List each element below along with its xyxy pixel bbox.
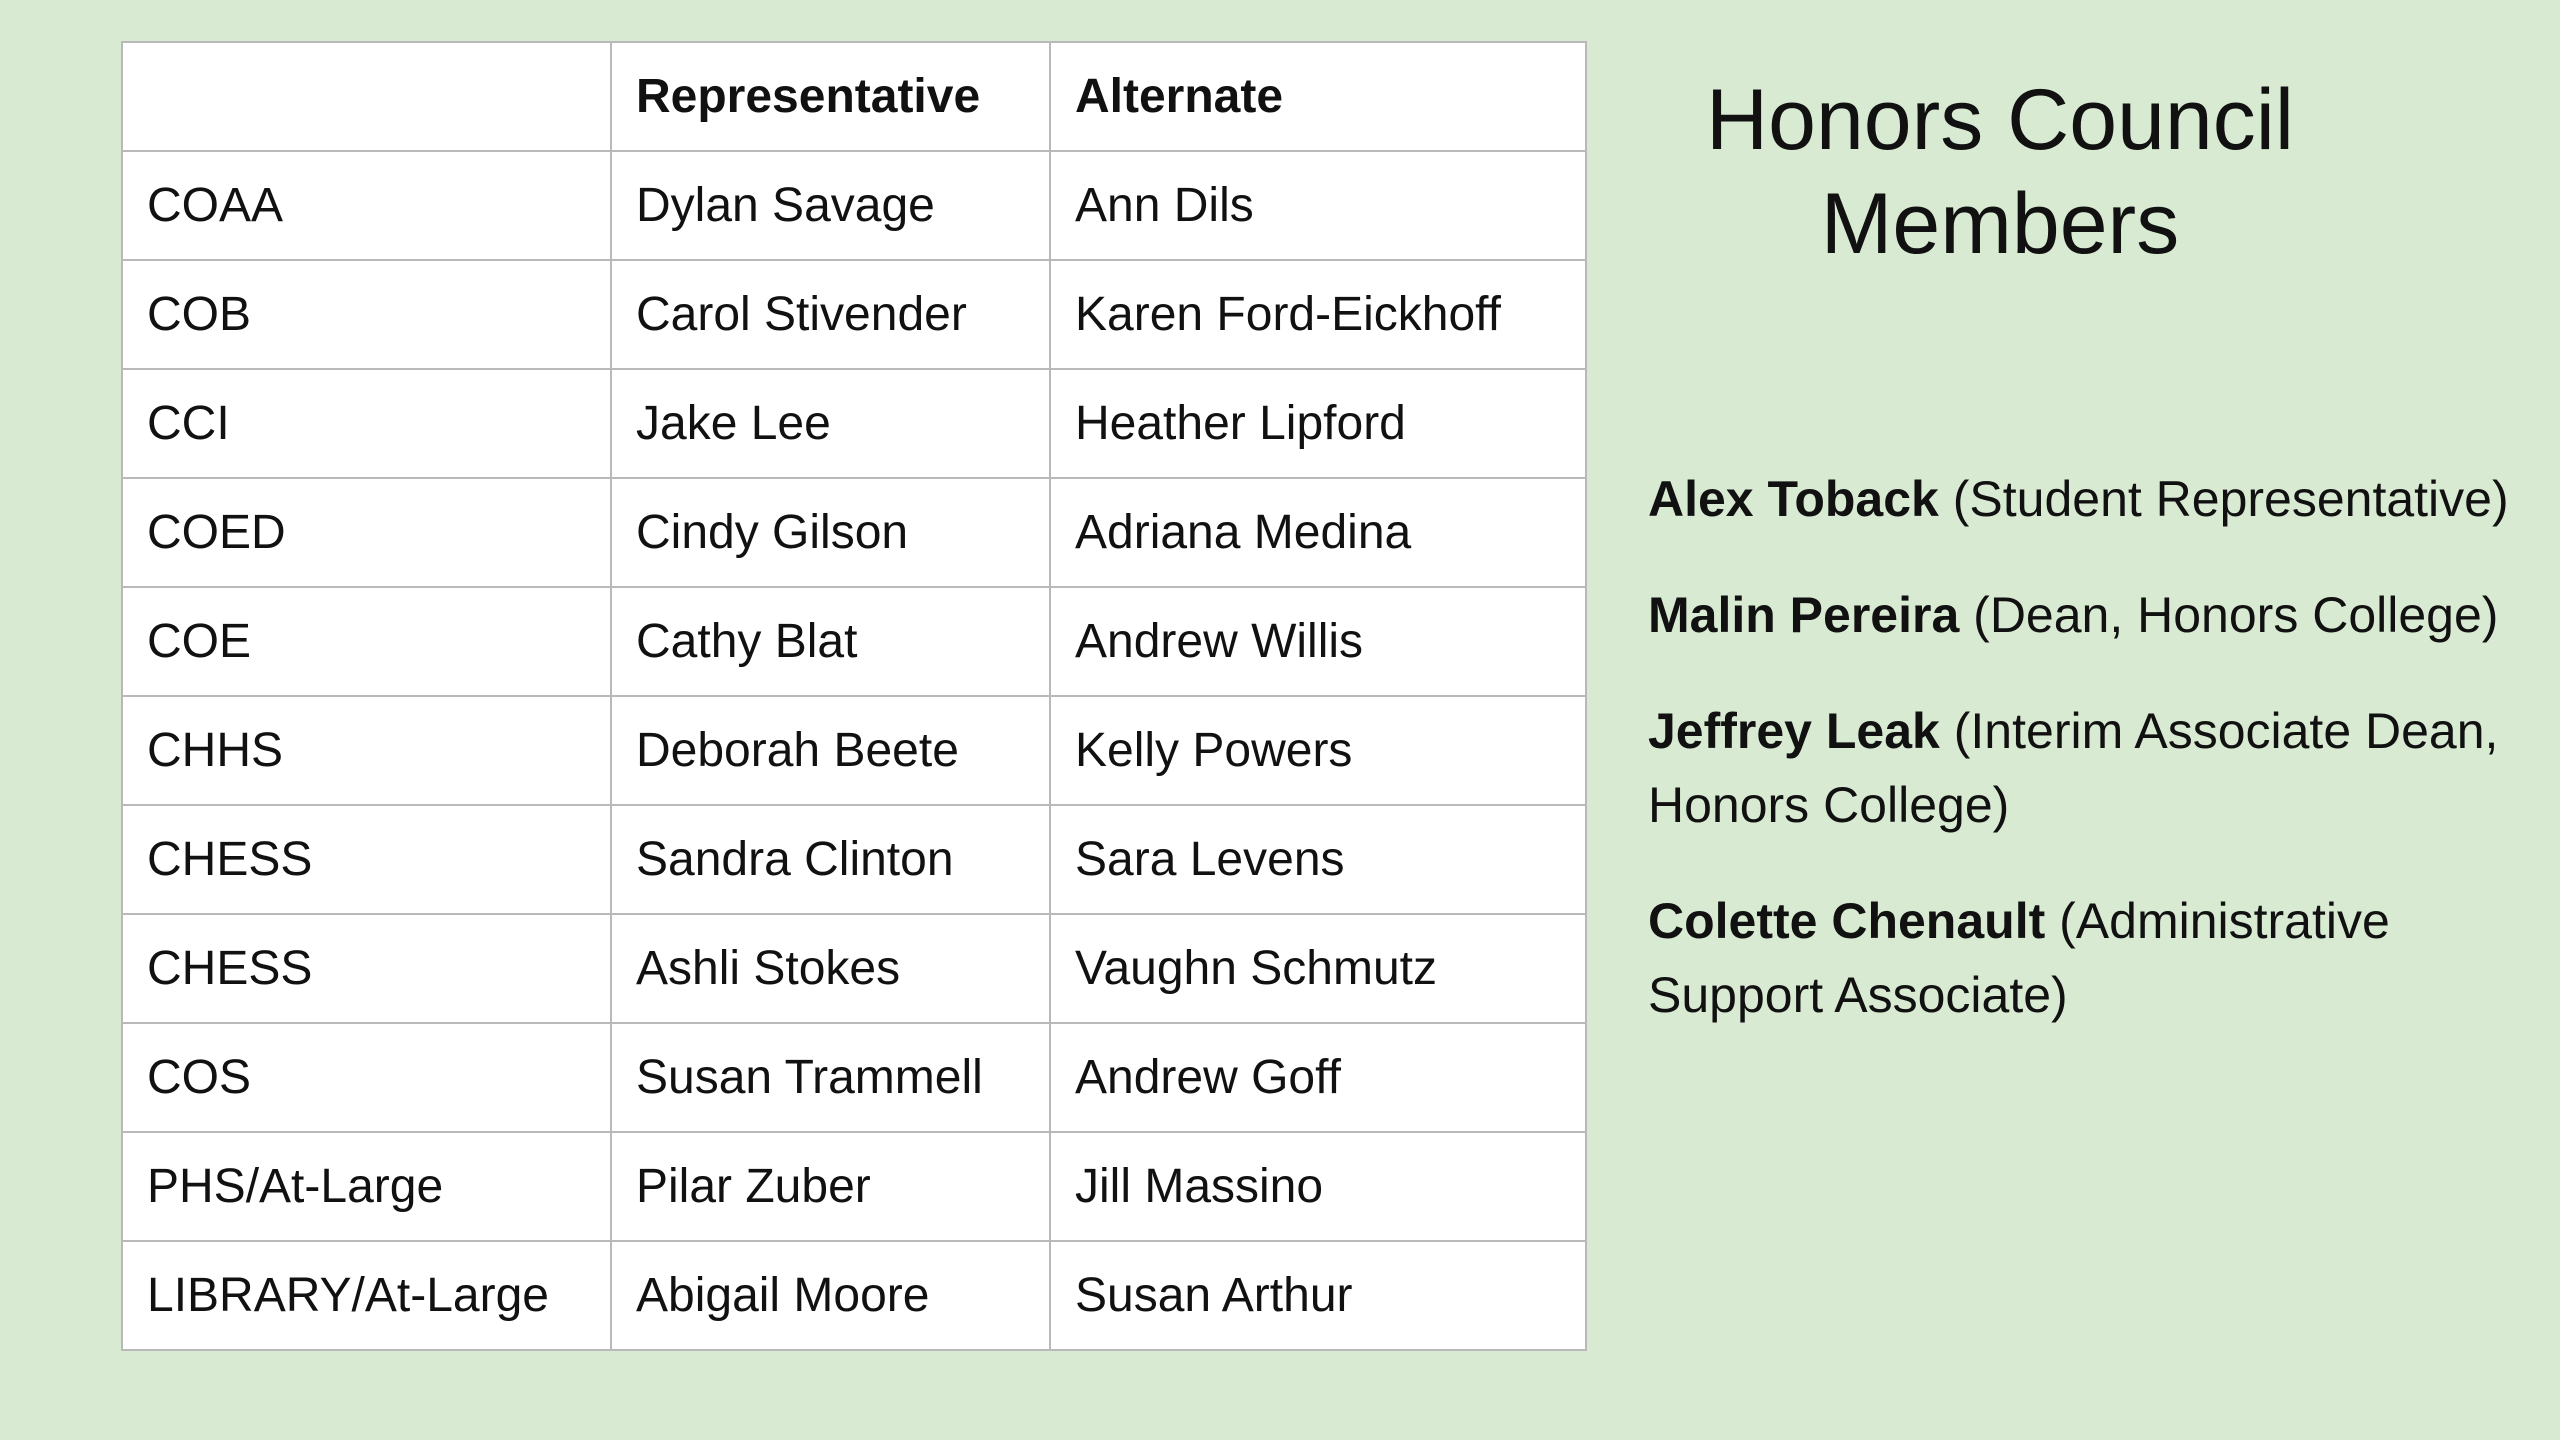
representative-cell: Susan Trammell bbox=[611, 1023, 1050, 1132]
college-cell: LIBRARY/At-Large bbox=[122, 1241, 611, 1350]
title-line-1: Honors Council bbox=[1706, 72, 2294, 168]
alternate-cell: Heather Lipford bbox=[1050, 369, 1586, 478]
table-row bbox=[122, 1023, 1586, 1132]
member-role: (Interim Associate Dean, Honors College) bbox=[1648, 703, 2499, 833]
page-title bbox=[1600, 68, 2400, 276]
table-row bbox=[122, 478, 1586, 587]
header-alternate: Alternate bbox=[1050, 42, 1586, 151]
college-cell: COAA bbox=[122, 151, 611, 260]
table-row bbox=[122, 369, 1586, 478]
member-entry bbox=[1648, 578, 2528, 652]
table-row bbox=[122, 914, 1586, 1023]
representative-cell: Cathy Blat bbox=[611, 587, 1050, 696]
member-name: Alex Toback bbox=[1648, 471, 1939, 527]
member-entry bbox=[1648, 462, 2528, 536]
representative-cell: Jake Lee bbox=[611, 369, 1050, 478]
header-representative: Representative bbox=[611, 42, 1050, 151]
header-college bbox=[122, 42, 611, 151]
representative-cell: Ashli Stokes bbox=[611, 914, 1050, 1023]
member-name: Malin Pereira bbox=[1648, 587, 1960, 643]
table-header-row bbox=[122, 42, 1586, 151]
college-cell: COED bbox=[122, 478, 611, 587]
college-cell: CHESS bbox=[122, 805, 611, 914]
college-cell: CHESS bbox=[122, 914, 611, 1023]
representative-cell: Cindy Gilson bbox=[611, 478, 1050, 587]
college-cell: COE bbox=[122, 587, 611, 696]
alternate-cell: Karen Ford-Eickhoff bbox=[1050, 260, 1586, 369]
member-name: Colette Chenault bbox=[1648, 893, 2046, 949]
alternate-cell: Sara Levens bbox=[1050, 805, 1586, 914]
member-entry bbox=[1648, 694, 2528, 842]
table-row bbox=[122, 587, 1586, 696]
table-row bbox=[122, 1132, 1586, 1241]
council-member-list bbox=[1648, 462, 2528, 1074]
table-row bbox=[122, 805, 1586, 914]
table-row bbox=[122, 1241, 1586, 1350]
member-entry bbox=[1648, 884, 2528, 1032]
college-cell: CCI bbox=[122, 369, 611, 478]
college-cell: PHS/At-Large bbox=[122, 1132, 611, 1241]
title-line-2: Members bbox=[1820, 176, 2180, 272]
member-name: Jeffrey Leak bbox=[1648, 703, 1940, 759]
table-row bbox=[122, 260, 1586, 369]
table-row bbox=[122, 151, 1586, 260]
member-role: (Student Representative) bbox=[1952, 471, 2509, 527]
representative-cell: Sandra Clinton bbox=[611, 805, 1050, 914]
alternate-cell: Andrew Willis bbox=[1050, 587, 1586, 696]
college-cell: COB bbox=[122, 260, 611, 369]
alternate-cell: Susan Arthur bbox=[1050, 1241, 1586, 1350]
alternate-cell: Kelly Powers bbox=[1050, 696, 1586, 805]
representative-cell: Carol Stivender bbox=[611, 260, 1050, 369]
council-table bbox=[121, 41, 1587, 1351]
representative-cell: Deborah Beete bbox=[611, 696, 1050, 805]
member-role: (Administrative Support Associate) bbox=[1648, 893, 2390, 1023]
college-cell: CHHS bbox=[122, 696, 611, 805]
representative-cell: Abigail Moore bbox=[611, 1241, 1050, 1350]
representative-cell: Dylan Savage bbox=[611, 151, 1050, 260]
alternate-cell: Adriana Medina bbox=[1050, 478, 1586, 587]
alternate-cell: Vaughn Schmutz bbox=[1050, 914, 1586, 1023]
representative-cell: Pilar Zuber bbox=[611, 1132, 1050, 1241]
alternate-cell: Ann Dils bbox=[1050, 151, 1586, 260]
member-role: (Dean, Honors College) bbox=[1973, 587, 2499, 643]
alternate-cell: Jill Massino bbox=[1050, 1132, 1586, 1241]
alternate-cell: Andrew Goff bbox=[1050, 1023, 1586, 1132]
table-row bbox=[122, 696, 1586, 805]
college-cell: COS bbox=[122, 1023, 611, 1132]
